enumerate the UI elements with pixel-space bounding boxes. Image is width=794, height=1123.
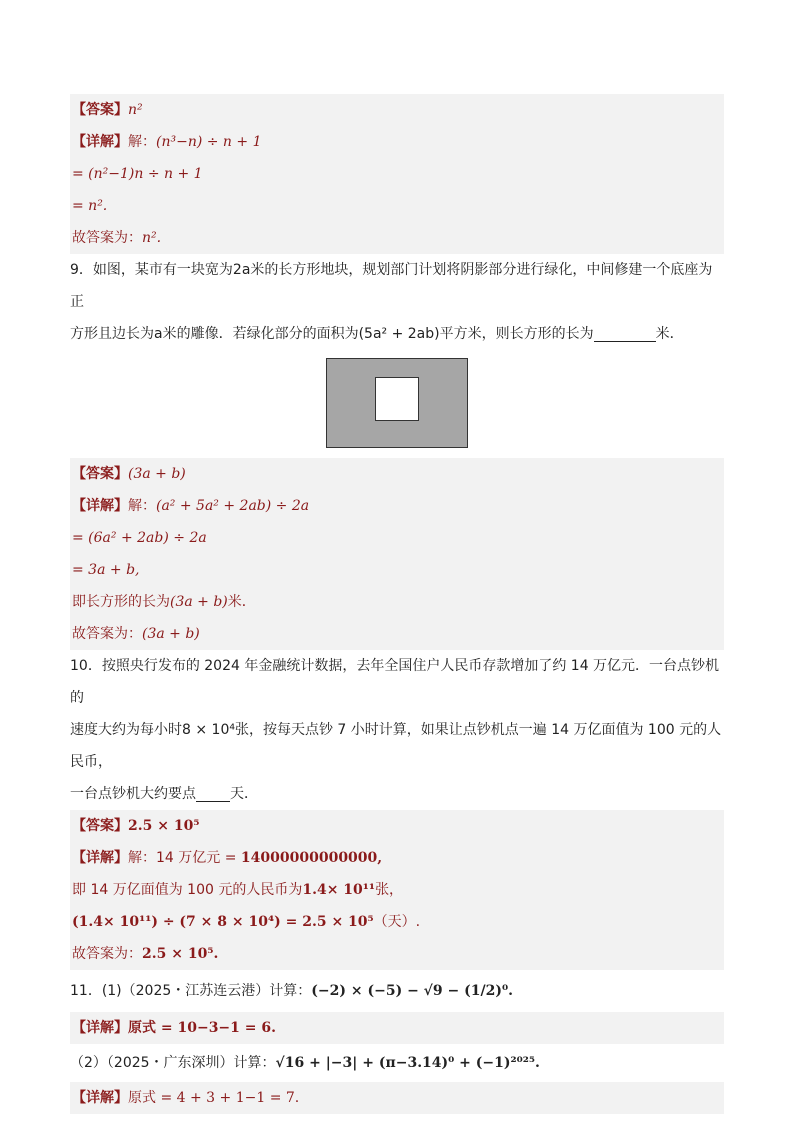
answer-label: 【答案】 [72, 102, 128, 118]
document-page [70, 94, 724, 1114]
detail-label: 【详解】 [72, 1020, 128, 1036]
answer-block-8 [70, 94, 724, 254]
answer-line [70, 458, 724, 490]
detail-step-1-lead: 解：14 万亿元 = [128, 850, 241, 866]
detail-step-2-text: = (6a² + 2ab) ÷ 2a [72, 530, 207, 546]
conclusion-value: n². [142, 230, 162, 246]
conclusion-value: (3a + b) [142, 626, 200, 642]
detail-step-2-value: 1.4× 10¹¹ [302, 882, 376, 898]
question-9-line-2 [70, 318, 724, 350]
detail-lead: 解： [128, 134, 156, 150]
detail-lead: 解： [128, 498, 156, 514]
question-10-line-1: 10．按照央行发布的 2024 年金融统计数据，去年全国住户人民币存款增加了约 14 万亿元．一台点钞机的 [70, 658, 720, 706]
answer-value: 2.5 × 10⁵ [128, 818, 200, 834]
answer-value: n² [128, 102, 143, 118]
question-11-part-2-expression: √16 + |−3| + (π−3.14)⁰ + (−1)²⁰²⁵. [275, 1055, 540, 1071]
detail-step-1-value: 14000000000000, [240, 850, 383, 866]
question-10-text: 一台点钞机大约要点 [70, 786, 196, 802]
detail-step-2 [70, 158, 724, 190]
detail-line [70, 1012, 724, 1044]
answer-value: (3a + b) [128, 466, 186, 482]
detail-step-4 [70, 586, 724, 618]
detail-step-2 [70, 522, 724, 554]
detail-step-4-lead: 即长方形的长为 [72, 594, 170, 610]
rectangle-figure [70, 350, 724, 448]
conclusion-lead: 故答案为： [72, 626, 142, 642]
detail-block-11-1 [70, 1012, 724, 1044]
question-10-line-3 [70, 778, 724, 810]
detail-step-4-value: (3a + b) [170, 594, 228, 610]
detail-step-3-value: (1.4× 10¹¹) ÷ (7 × 8 × 10⁴) = 2.5 × 10⁵ [72, 914, 374, 930]
detail-value: 原式 = 10−3−1 = 6. [128, 1020, 276, 1036]
question-10 [70, 650, 724, 810]
detail-value: 原式 = 4 + 3 + 1−1 = 7. [128, 1090, 300, 1106]
answer-label: 【答案】 [72, 466, 128, 482]
conclusion-lead: 故答案为： [72, 230, 142, 246]
detail-step-1: (n³−n) ÷ n + 1 [156, 134, 262, 150]
question-11-part-2-text: （2）（2025・广东深圳）计算： [70, 1055, 276, 1071]
question-11-part-2 [70, 1044, 724, 1082]
detail-line [70, 1082, 724, 1114]
detail-step-3-unit: （天）. [373, 914, 421, 930]
detail-line [70, 490, 724, 522]
statue-square [375, 377, 419, 421]
question-11-part-1 [70, 970, 724, 1012]
detail-label: 【详解】 [72, 850, 128, 866]
answer-blank [196, 783, 230, 802]
answer-block-10 [70, 810, 724, 970]
conclusion-line [70, 618, 724, 650]
question-9-text: 方形且边长为a米的雕像．若绿化部分的面积为(5a² + 2ab)平方米，则长方形的长为 [70, 326, 594, 342]
detail-step-4-unit: 米． [227, 594, 256, 610]
conclusion-line [70, 938, 724, 970]
detail-step-1: (a² + 5a² + 2ab) ÷ 2a [156, 498, 310, 514]
question-10-line-2: 速度大约为每小时8 × 10⁴张，按每天点钞 7 小时计算，如果让点钞机点一遍 14 万亿面值为 100 元的人民币， [70, 722, 722, 770]
detail-line [70, 126, 724, 158]
answer-line [70, 810, 724, 842]
question-10-unit: 天． [230, 786, 258, 802]
detail-step-3 [70, 190, 724, 222]
detail-step-3 [70, 554, 724, 586]
question-9-line-1: 9．如图，某市有一块宽为2a米的长方形地块，规划部门计划将阴影部分进行绿化，中间修建一个底座为正 [70, 262, 713, 310]
answer-block-9 [70, 458, 724, 650]
detail-label: 【详解】 [72, 1090, 128, 1106]
answer-line [70, 94, 724, 126]
detail-step-3-text: = 3a + b, [72, 562, 140, 578]
answer-blank [594, 323, 656, 342]
detail-step-3-text: = n². [72, 198, 108, 214]
question-9 [70, 254, 724, 448]
detail-step-2 [70, 874, 724, 906]
detail-step-2-unit: 张， [375, 882, 404, 898]
detail-label: 【详解】 [72, 498, 128, 514]
detail-step-2-lead: 即 14 万亿面值为 100 元的人民币为 [72, 882, 303, 898]
conclusion-line [70, 222, 724, 254]
detail-step-2-text: = (n²−1)n ÷ n + 1 [72, 166, 203, 182]
question-11 [70, 970, 724, 1012]
detail-line [70, 842, 724, 874]
conclusion-value: 2.5 × 10⁵. [142, 946, 219, 962]
question-11-part-1-expression: (−2) × (−5) − √9 − (1/2)⁰. [311, 983, 513, 999]
detail-block-11-2 [70, 1082, 724, 1114]
question-9-unit: 米． [655, 326, 684, 342]
detail-label: 【详解】 [72, 134, 128, 150]
detail-step-3 [70, 906, 724, 938]
question-11-part-1-text: 11．(1)（2025・江苏连云港）计算： [70, 983, 312, 999]
answer-label: 【答案】 [72, 818, 128, 834]
conclusion-lead: 故答案为： [72, 946, 142, 962]
